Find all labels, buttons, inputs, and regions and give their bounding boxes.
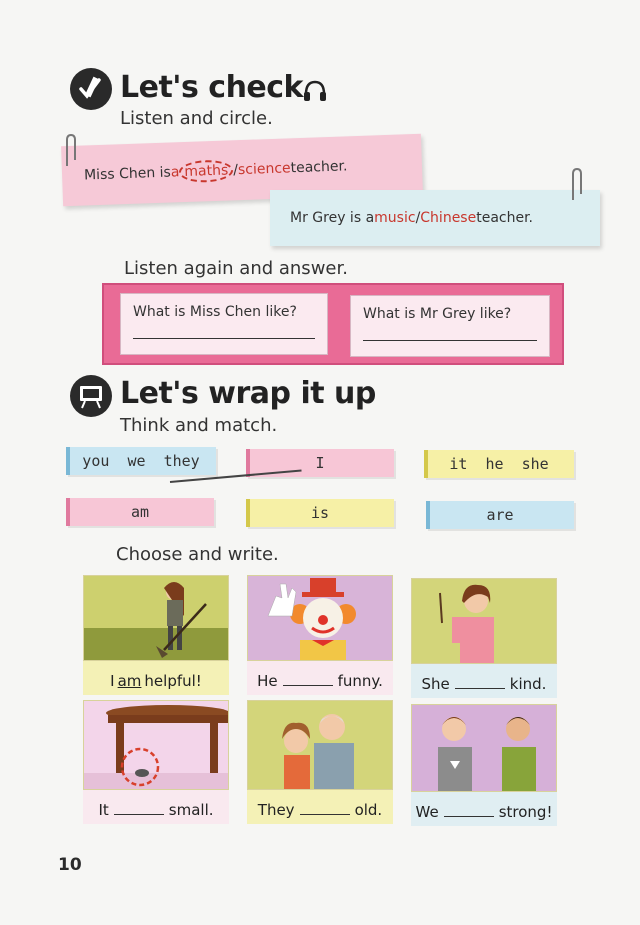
note-mr-grey xyxy=(270,190,600,246)
note2-slash: / xyxy=(415,210,421,226)
note2-option-music[interactable]: music xyxy=(374,210,416,226)
caption-4-pre: It xyxy=(98,801,109,819)
caption-1-post: helpful! xyxy=(144,672,202,690)
board-icon xyxy=(70,375,112,417)
tag-am-label: am xyxy=(130,503,150,521)
question-miss-chen xyxy=(120,293,328,355)
note2-prefix: Mr Grey is a xyxy=(290,210,375,226)
picture-teacher xyxy=(411,578,557,664)
check-title: Let's check xyxy=(120,70,304,105)
answer-line-1[interactable] xyxy=(133,338,315,339)
caption-3 xyxy=(411,664,557,698)
picture-strong-boys xyxy=(411,704,557,792)
tag-are-label: are xyxy=(486,506,514,524)
caption-1 xyxy=(83,661,229,695)
caption-1-pre: I xyxy=(110,672,115,690)
headphones-icon xyxy=(302,78,328,109)
tag-is-label: is xyxy=(310,504,330,522)
tag-am[interactable] xyxy=(66,498,214,526)
caption-5-pre: They xyxy=(257,801,295,819)
caption-3-post: kind. xyxy=(509,675,547,693)
questions-frame xyxy=(102,283,564,365)
caption-3-pre: She xyxy=(421,675,450,693)
question-mr-grey xyxy=(350,295,550,357)
caption-6-post: strong! xyxy=(498,803,553,821)
note2-option-chinese[interactable]: Chinese xyxy=(420,210,477,226)
tag-i-label: I xyxy=(315,454,325,472)
caption-2-pre: He xyxy=(257,672,278,690)
pencil-check-icon xyxy=(70,68,112,110)
caption-6-blank[interactable] xyxy=(444,816,494,817)
caption-4-post: small. xyxy=(168,801,214,819)
wrap-title: Let's wrap it up xyxy=(120,376,376,411)
caption-4-blank[interactable] xyxy=(114,814,164,815)
note1-suffix: teacher. xyxy=(290,158,348,177)
caption-5 xyxy=(247,790,393,824)
caption-6-pre: We xyxy=(415,803,439,821)
picture-girl-sweeping xyxy=(83,575,229,661)
note2-suffix: teacher. xyxy=(476,210,534,226)
note1-option-a[interactable]: a xyxy=(170,164,180,181)
note1-option-maths[interactable]: maths xyxy=(179,159,234,183)
picture-clown xyxy=(247,575,393,661)
paperclip-icon xyxy=(62,132,78,173)
wrap-instruction-2: Choose and write. xyxy=(116,544,279,565)
tag-are[interactable] xyxy=(426,501,574,529)
caption-2 xyxy=(247,661,393,695)
note1-option-science[interactable]: science xyxy=(237,160,291,179)
question-2-text: What is Mr Grey like? xyxy=(363,306,512,322)
question-1-text: What is Miss Chen like? xyxy=(133,304,297,320)
caption-4 xyxy=(83,790,229,824)
caption-5-post: old. xyxy=(354,801,383,819)
tag-it-he-she[interactable] xyxy=(424,450,574,478)
check-instruction: Listen and circle. xyxy=(120,108,273,129)
picture-mouse-under-table xyxy=(83,700,229,790)
picture-old-couple xyxy=(247,700,393,790)
caption-2-blank[interactable] xyxy=(283,685,333,686)
tag-is[interactable] xyxy=(246,499,394,527)
tag-it-he-she-label: it he she xyxy=(449,455,549,473)
caption-5-blank[interactable] xyxy=(300,814,350,815)
note1-prefix: Miss Chen is xyxy=(83,164,172,184)
caption-1-answer[interactable]: am xyxy=(117,672,142,690)
tag-you-we-they[interactable] xyxy=(66,447,216,475)
wrap-instruction: Think and match. xyxy=(120,415,278,436)
answer-line-2[interactable] xyxy=(363,340,537,341)
check-instruction-2: Listen again and answer. xyxy=(124,258,348,279)
note1-slash: / xyxy=(232,162,239,179)
caption-3-blank[interactable] xyxy=(455,688,505,689)
caption-6 xyxy=(411,792,557,826)
caption-2-post: funny. xyxy=(337,672,383,690)
paperclip-icon xyxy=(568,166,584,207)
tag-you-we-they-label: you we they xyxy=(82,452,200,470)
page-number: 10 xyxy=(58,855,82,875)
